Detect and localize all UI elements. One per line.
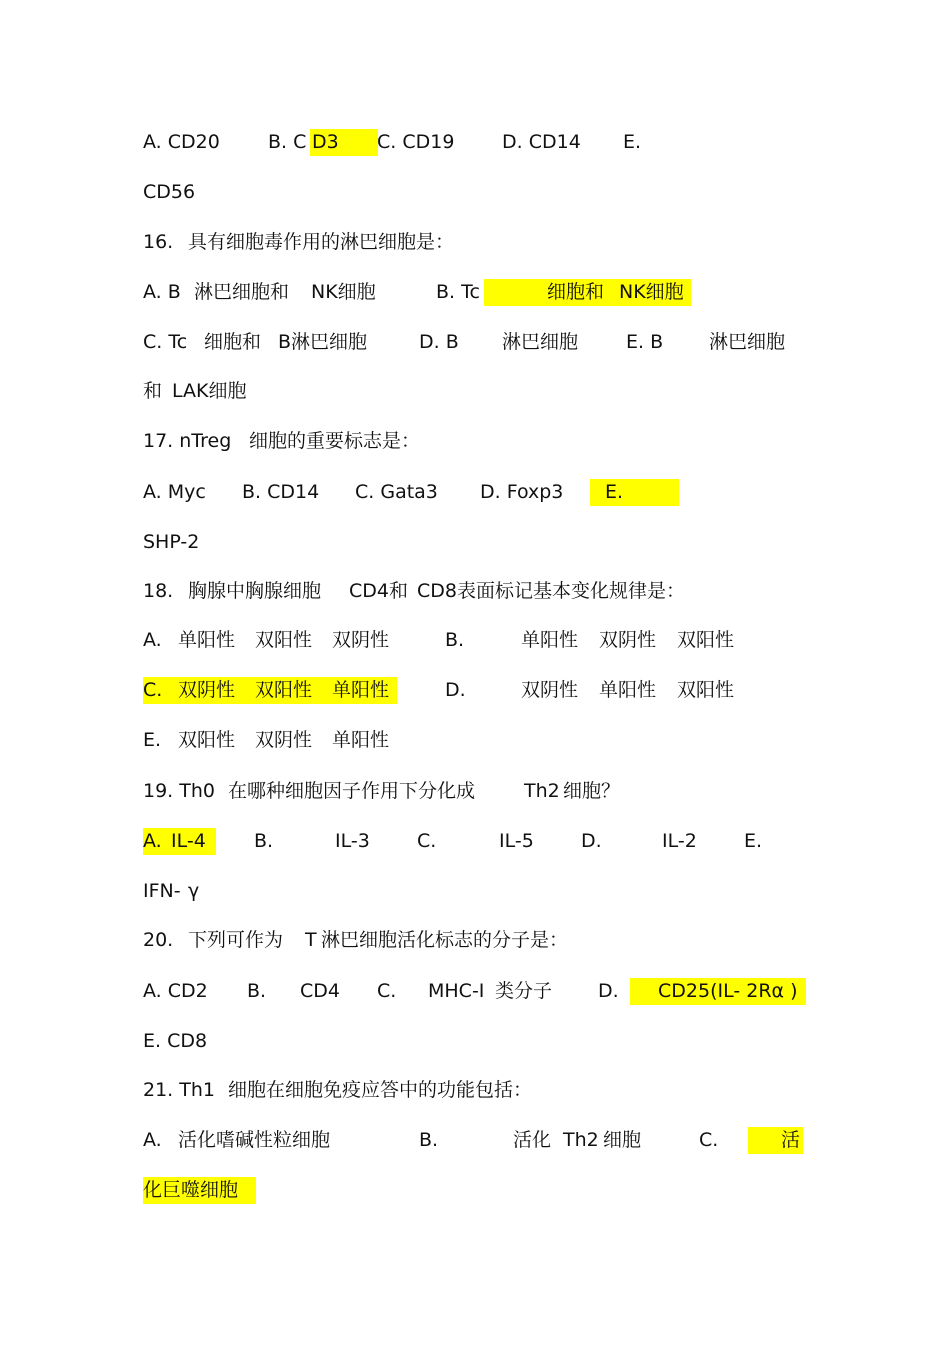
option-d-1: 双阴性 (521, 679, 579, 701)
question-19 (0, 775, 950, 807)
option-a-suffix: NK细胞 (311, 281, 376, 303)
option-row-q20-cont (0, 1025, 950, 1057)
question-text: 具有细胞毒作用的淋巴细胞是： (188, 231, 455, 253)
option-c-value: IL-5 (499, 830, 534, 852)
option-row-q16-3 (0, 375, 950, 407)
question-number: 21. Th1 (143, 1079, 215, 1101)
option-d-3: 双阳性 (677, 679, 735, 701)
question-number: 18. (143, 580, 174, 602)
option-b-value: CD4 (300, 980, 340, 1002)
option-b-text-1: 活化 (513, 1129, 552, 1151)
option-a-3: 双阴性 (332, 629, 390, 651)
question-number: 17. nTreg (143, 430, 232, 452)
option-c-text: 细胞和 (204, 331, 262, 353)
option-e-value: CD56 (143, 181, 196, 203)
option-row-q17 (0, 476, 950, 508)
option-b-1: 单阳性 (521, 629, 579, 651)
option-c-value: MHC-Ⅰ (428, 980, 485, 1002)
option-b-2: 双阴性 (599, 629, 657, 651)
option-d: D. CD14 (502, 131, 581, 153)
option-a-prefix: A. (143, 629, 162, 651)
option-b-prefix: B. C (268, 131, 307, 153)
question-text-3: 细胞？ (563, 780, 621, 802)
option-a-text: 活化嗜碱性粒细胞 (178, 1129, 331, 1151)
option-d-prefix: D. (598, 980, 619, 1002)
option-a-prefix: A. B (143, 281, 181, 303)
option-e: E. (605, 481, 624, 503)
option-a: A. CD20 (143, 131, 220, 153)
answer-highlight (590, 479, 679, 506)
option-row-q15 (0, 126, 950, 158)
option-e: E. CD8 (143, 1030, 208, 1052)
option-b-prefix: B. (445, 629, 465, 651)
option-e: E. (623, 131, 642, 153)
option-c-suffix: B淋巴细胞 (278, 331, 368, 353)
option-e-prefix: E. (744, 830, 763, 852)
option-row-q15-cont (0, 176, 950, 208)
option-row-q19-cont (0, 875, 950, 907)
question-17 (0, 425, 950, 457)
option-e-1: 双阳性 (178, 729, 236, 751)
option-b-prefix: B. (247, 980, 267, 1002)
option-c-2: 双阳性 (255, 679, 313, 701)
option-e-prefix: E. B (626, 331, 664, 353)
option-e-prefix: E. (143, 729, 162, 751)
option-e-text: 淋巴细胞 (709, 331, 786, 353)
option-b-text-3: 细胞 (603, 1129, 642, 1151)
option-a-value: IL-4 (171, 830, 206, 852)
question-text-1: 在哪种细胞因子作用下分化成 (228, 780, 476, 802)
option-a-1: 单阳性 (178, 629, 236, 651)
option-row-q16-2 (0, 326, 950, 358)
option-row-q16 (0, 276, 950, 308)
option-a: A. CD2 (143, 980, 208, 1002)
option-row-q19 (0, 825, 950, 857)
option-b-suffix: D3 (312, 131, 339, 153)
question-text: 细胞的重要标志是： (249, 430, 421, 452)
option-d-value: IL-2 (662, 830, 697, 852)
option-c-3: 单阳性 (332, 679, 390, 701)
option-b-prefix: B. (254, 830, 274, 852)
option-a-prefix: A. (143, 830, 162, 852)
question-text-1: 下列可作为 (188, 929, 284, 951)
option-d-prefix: D. B (419, 331, 459, 353)
option-e-value: IFN- (143, 880, 181, 902)
option-d-prefix: D. (581, 830, 602, 852)
option-b-prefix: B. Tc (436, 281, 480, 303)
option-d-2: 单阳性 (599, 679, 657, 701)
option-b-value: IL-3 (335, 830, 370, 852)
question-number: 16. (143, 231, 174, 253)
option-c-suffix: 类分子 (495, 980, 553, 1002)
question-text: 细胞在细胞免疫应答中的功能包括： (228, 1079, 533, 1101)
question-text-2: T (305, 929, 317, 951)
option-e-cont: 和 (143, 380, 163, 402)
option-c-prefix: C. Tc (143, 331, 188, 353)
option-c-prefix: C. (417, 830, 437, 852)
option-c: C. Gata3 (355, 481, 438, 503)
option-row-q20 (0, 975, 950, 1007)
option-b-text: 细胞和 (547, 281, 605, 303)
option-b-text-2: Th2 (563, 1129, 599, 1151)
question-16 (0, 226, 950, 258)
question-text-2: CD4和 (349, 580, 408, 602)
question-20 (0, 924, 950, 956)
option-c-text: 活 (781, 1129, 801, 1151)
option-c-prefix: C. (377, 980, 397, 1002)
option-c-prefix: C. (699, 1129, 719, 1151)
option-row-q18-2 (0, 674, 950, 706)
option-c: C. CD19 (377, 131, 455, 153)
question-21 (0, 1074, 950, 1106)
option-b-prefix: B. (419, 1129, 439, 1151)
option-e-value: SHP-2 (143, 531, 200, 553)
option-row-q18 (0, 624, 950, 656)
option-b-3: 双阳性 (677, 629, 735, 651)
option-d-text: 淋巴细胞 (502, 331, 579, 353)
option-a: A. Myc (143, 481, 206, 503)
option-a-prefix: A. (143, 1129, 162, 1151)
option-row-q18-3 (0, 724, 950, 756)
question-text-3: 淋巴细胞活化标志的分子是： (321, 929, 569, 951)
option-d-prefix: D. (445, 679, 466, 701)
option-b-suffix: NK细胞 (619, 281, 684, 303)
option-e-symbol: γ (188, 880, 200, 902)
question-text-3: CD8表面标记基本变化规律是： (417, 580, 685, 602)
option-e-3: 单阳性 (332, 729, 390, 751)
question-number: 20. (143, 929, 174, 951)
option-row-q21-cont (0, 1174, 950, 1206)
question-18 (0, 575, 950, 607)
question-text-2: Th2 (524, 780, 560, 802)
question-number: 19. Th0 (143, 780, 215, 802)
option-a-2: 双阳性 (255, 629, 313, 651)
option-c-1: 双阴性 (178, 679, 236, 701)
option-e-cont-2: LAK细胞 (172, 380, 247, 402)
option-d-value: CD25(IL- 2Rα ) (658, 980, 798, 1002)
option-c-prefix: C. (143, 679, 163, 701)
question-text-1: 胸腺中胸腺细胞 (188, 580, 322, 602)
option-a-text: 淋巴细胞和 (194, 281, 290, 303)
option-b: B. CD14 (242, 481, 320, 503)
option-row-q17-cont (0, 526, 950, 558)
option-row-q21 (0, 1124, 950, 1156)
option-d: D. Foxp3 (480, 481, 564, 503)
option-c-cont: 化巨噬细胞 (143, 1179, 239, 1201)
option-e-2: 双阴性 (255, 729, 313, 751)
